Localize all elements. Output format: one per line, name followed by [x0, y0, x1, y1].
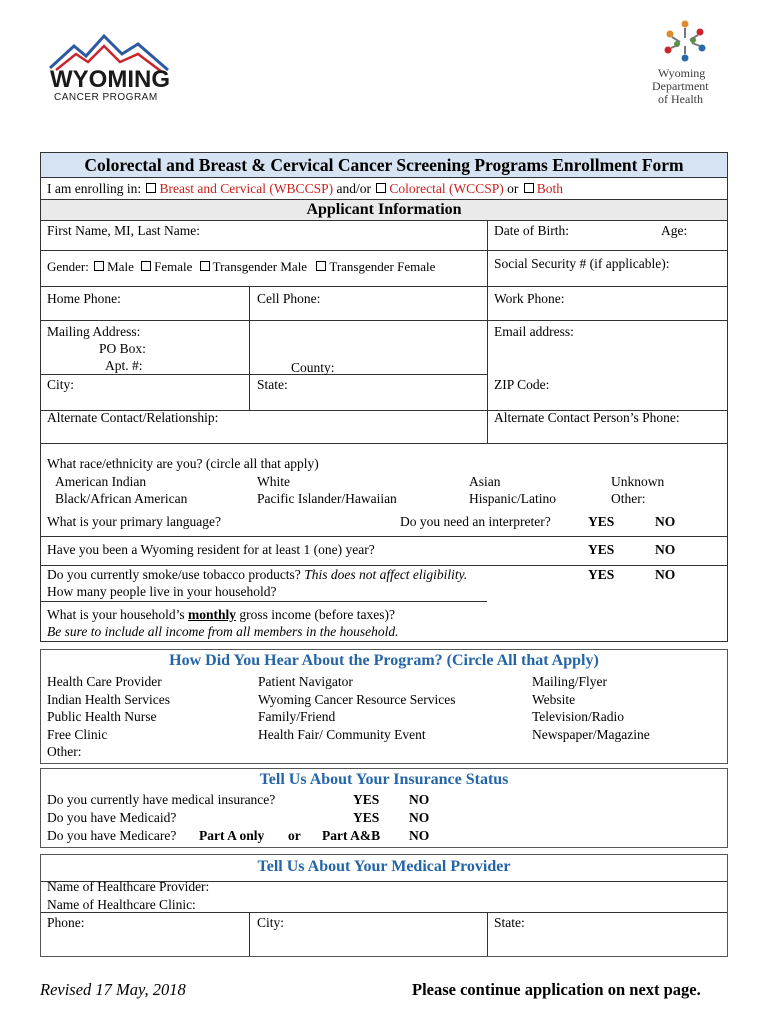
race-unknown[interactable]: Unknown — [611, 474, 665, 489]
race-asian[interactable]: Asian — [469, 474, 501, 489]
hear-option[interactable]: Public Health Nurse — [47, 709, 157, 724]
hear-option[interactable]: Family/Friend — [258, 709, 336, 724]
medicare-or: or — [288, 828, 301, 843]
hear-option[interactable]: Other: — [47, 744, 82, 759]
female-checkbox[interactable] — [141, 261, 151, 271]
income-q-pre: What is your household’s — [47, 607, 185, 622]
insurance-q1-yes[interactable]: YES — [353, 792, 380, 807]
hear-option[interactable]: Indian Health Services — [47, 691, 170, 707]
insurance-q2-no[interactable]: NO — [409, 810, 430, 825]
both-checkbox[interactable] — [524, 183, 534, 193]
enrolling-row — [47, 181, 563, 197]
provider-state-field[interactable]: State: — [494, 915, 525, 930]
people-circle-icon — [660, 18, 710, 62]
hear-section — [40, 649, 728, 764]
hear-header: How Did You Hear About the Program? (Circle All that Apply) — [169, 652, 599, 669]
provider-clinic-field[interactable]: Name of Healthcare Clinic: — [47, 897, 196, 912]
alt-contact-field[interactable]: Alternate Contact/Relationship: — [47, 410, 219, 425]
insurance-q1-no[interactable]: NO — [409, 792, 430, 807]
hear-option[interactable]: Wyoming Cancer Resource Services — [258, 691, 456, 707]
race-question: What race/ethnicity are you? (circle all that apply) — [47, 456, 319, 471]
cell-phone-field[interactable]: Cell Phone: — [257, 291, 321, 306]
smoke-no[interactable]: NO — [655, 567, 676, 582]
provider-city-field[interactable]: City: — [257, 915, 285, 930]
name-field[interactable]: First Name, MI, Last Name: — [47, 223, 200, 238]
hear-option[interactable]: Television/Radio — [532, 709, 625, 724]
county-field[interactable]: County: — [291, 360, 335, 375]
female-label: Female — [154, 259, 193, 274]
dob-field[interactable]: Date of Birth: — [494, 223, 569, 238]
hear-col2 — [258, 673, 456, 743]
interpreter-no[interactable]: NO — [655, 514, 676, 529]
zip-field[interactable]: ZIP Code: — [494, 377, 550, 392]
provider-phone-field[interactable]: Phone: — [47, 915, 85, 930]
tfemale-checkbox[interactable] — [316, 261, 326, 271]
smoke-yes[interactable]: YES — [588, 567, 615, 582]
wccsp-option: Colorectal (WCCSP) — [389, 181, 504, 196]
logo-subtitle: CANCER PROGRAM — [54, 92, 158, 103]
male-checkbox[interactable] — [94, 261, 104, 271]
age-field[interactable]: Age: — [661, 223, 688, 238]
provider-section — [40, 854, 728, 957]
smoke-row — [47, 567, 467, 583]
hear-option[interactable]: Newspaper/Magazine — [532, 726, 650, 742]
hear-option[interactable]: Free Clinic — [47, 726, 108, 742]
insurance-q3: Do you have Medicare? — [47, 828, 177, 843]
smoke-note: This does not affect eligibility. — [304, 567, 468, 582]
household-question[interactable]: How many people live in your household? — [47, 584, 277, 599]
enrollment-form — [40, 152, 728, 642]
resident-no[interactable]: NO — [655, 542, 676, 557]
hear-option[interactable]: Patient Navigator — [258, 674, 353, 689]
provider-header: Tell Us About Your Medical Provider — [257, 858, 511, 875]
wdh-line3: of Health — [658, 92, 703, 106]
insurance-header: Tell Us About Your Insurance Status — [259, 771, 509, 788]
wdh-line2: Department — [652, 79, 709, 93]
home-phone-field[interactable]: Home Phone: — [47, 291, 121, 306]
state-field[interactable]: State: — [257, 377, 288, 392]
resident-question: Have you been a Wyoming resident for at least 1 (one) year? — [47, 542, 375, 557]
hear-option[interactable]: Health Fair/ Community Event — [258, 726, 426, 742]
male-label: Male — [107, 259, 134, 274]
insurance-q3-no[interactable]: NO — [409, 828, 430, 843]
hear-option[interactable]: Website — [532, 691, 576, 707]
alt-phone-field[interactable]: Alternate Contact Person’s Phone: — [494, 410, 680, 425]
gender-row — [47, 259, 435, 275]
income-note: Be sure to include all income from all members in the household. — [47, 624, 399, 639]
ssn-field[interactable]: Social Security # (if applicable): — [494, 256, 670, 271]
tmale-label: Transgender Male — [212, 259, 308, 274]
wyoming-department-of-health-logo — [646, 18, 726, 108]
interpreter-yes[interactable]: YES — [588, 514, 615, 529]
work-phone-field[interactable]: Work Phone: — [494, 291, 565, 306]
race-pacific[interactable]: Pacific Islander/Hawaiian — [257, 491, 397, 506]
both-option: Both — [536, 181, 563, 196]
hear-col1 — [47, 673, 170, 761]
wccsp-checkbox[interactable] — [376, 183, 386, 193]
resident-yes[interactable]: YES — [588, 542, 615, 557]
andor-text: and/or — [336, 181, 371, 196]
gender-label: Gender: — [47, 259, 89, 274]
city-field[interactable]: City: — [47, 377, 75, 392]
language-question[interactable]: What is your primary language? — [47, 514, 221, 529]
or-text: or — [507, 181, 519, 196]
income-row[interactable] — [47, 607, 395, 623]
insurance-q2-yes[interactable]: YES — [353, 810, 380, 825]
medicare-part-ab[interactable]: Part A&B — [322, 828, 381, 843]
continue-note: Please continue application on next page. — [412, 980, 701, 999]
insurance-q1: Do you currently have medical insurance? — [47, 792, 276, 807]
race-hispanic[interactable]: Hispanic/Latino — [469, 491, 556, 506]
applicant-info-header: Applicant Information — [41, 199, 727, 221]
wbccsp-checkbox[interactable] — [146, 183, 156, 193]
insurance-q2: Do you have Medicaid? — [47, 810, 177, 825]
hear-col3 — [532, 673, 650, 743]
enrolling-label: I am enrolling in: — [47, 181, 142, 196]
logo-word: WYOMING — [50, 66, 170, 93]
wbccsp-option: Breast and Cervical (WBCCSP) — [159, 181, 334, 196]
email-field[interactable]: Email address: — [494, 324, 574, 339]
apt-field[interactable]: Apt. #: — [105, 358, 143, 373]
tmale-checkbox[interactable] — [200, 261, 210, 271]
income-q-monthly: monthly — [188, 607, 237, 622]
hear-option[interactable]: Health Care Provider — [47, 674, 162, 689]
income-q-post: gross income (before taxes)? — [239, 607, 395, 622]
wyoming-cancer-program-logo — [46, 32, 176, 107]
tfemale-label: Transgender Female — [329, 259, 436, 274]
race-white[interactable]: White — [257, 474, 290, 489]
medicare-part-a[interactable]: Part A only — [199, 828, 265, 843]
provider-name-field[interactable]: Name of Healthcare Provider: — [47, 879, 210, 894]
insurance-section — [40, 768, 728, 848]
form-title: Colorectal and Breast & Cervical Cancer Screening Programs Enrollment Form — [41, 153, 727, 178]
race-american-indian[interactable]: American Indian — [55, 474, 147, 489]
mailing-address-field[interactable]: Mailing Address: — [47, 324, 141, 339]
smoke-question: Do you currently smoke/use tobacco products? — [47, 567, 301, 582]
pobox-field[interactable]: PO Box: — [99, 341, 146, 356]
race-black[interactable]: Black/African American — [55, 491, 188, 506]
hear-option[interactable]: Mailing/Flyer — [532, 674, 607, 689]
wdh-line1: Wyoming — [658, 66, 706, 80]
revised-date: Revised 17 May, 2018 — [40, 980, 186, 999]
race-other[interactable]: Other: — [611, 491, 646, 506]
interpreter-question: Do you need an interpreter? — [400, 514, 551, 529]
